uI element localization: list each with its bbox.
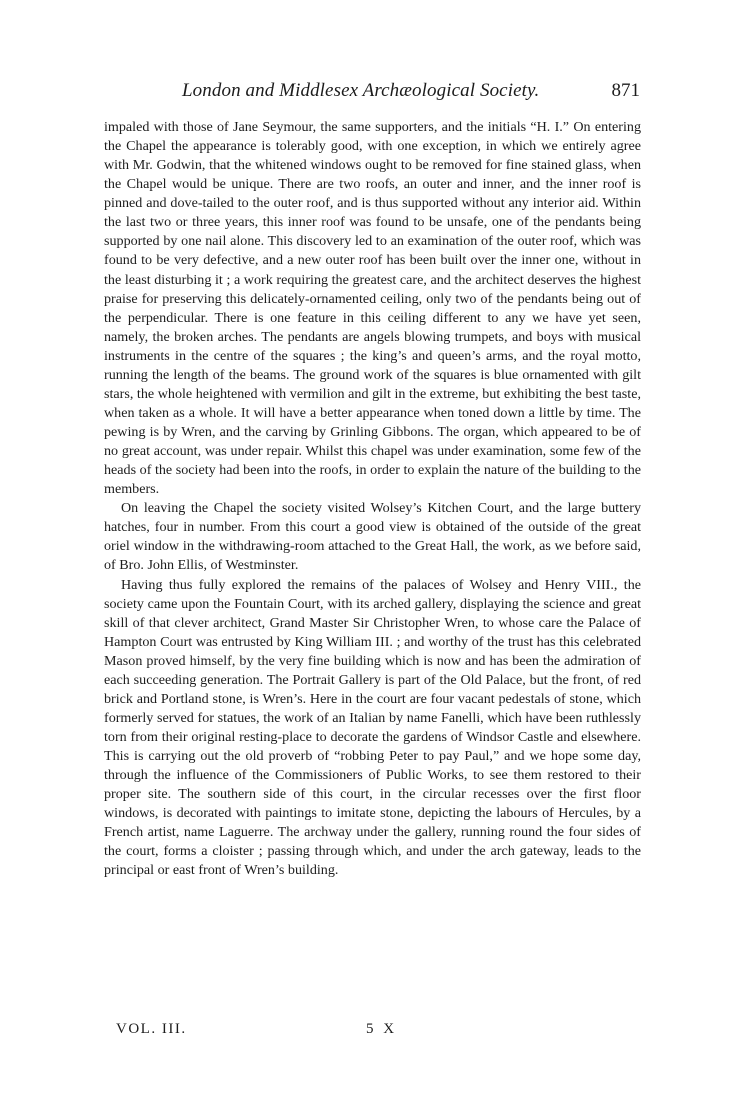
paragraph-kitchen-court: On leaving the Chapel the society visited Wolsey’s Kitchen Court, and the large buttery hatches, four in number. From this court a good view is obtained of the outside of the great oriel window in the withdrawing-room attached to the Great Hall, the work, as we before said, of Bro. John Ellis, of Westminster. [104,500,641,574]
signature-mark: 5 X [366,1021,398,1037]
volume-label: VOL. III. [116,1021,187,1037]
page-footer [104,1021,640,1043]
running-head [104,80,640,108]
article-body [104,118,641,881]
running-title: London and Middlesex Archæological Society. [182,80,540,101]
paragraph-chapel: impaled with those of Jane Seymour, the same supporters, and the initials “H. I.” On entering the Chapel the appearance is tolerably good, with one exception, in which we entirely agree with Mr. Godwin, that the whitened windows ought to be removed for fine stained glass, when the Chapel would be unique. There are two roofs, an outer and inner, and the inner roof is pinned and dove-tailed to the outer roof, and is thus supported without any interior aid. Within the last two or three years, this inner roof was found to be unsafe, one of the pendants being supported by one nail alone. This discovery led to an examination of the outer roof, which was found to be very defective, and a new outer roof has been built over the inner one, without in the least disturbing it ; a work requiring the greatest care, and the architect deserves the highest praise for preserving this delicately-ornamented ceiling, only two of the pendants being out of the perpendicular. There is one feature in this ceiling different to any we have yet seen, namely, the broken arches. The pendants are angels blowing trumpets, and boys with musical instruments in the centre of the squares ; the king’s and queen’s arms, and the royal motto, running the length of the beams. The ground work of the squares is blue ornamented with gilt stars, the whole heightened with vermilion and gilt in the extreme, but exhibiting the best taste, when taken as a whole. It will have a better appearance when toned down a little by time. The pewing is by Wren, and the carving by Grinling Gibbons. The organ, which appeared to be of no great account, was under repair. Whilst this chapel was under examination, some few of the heads of the society had been into the roofs, in order to explain the nature of the building to the members. [104,119,641,498]
paragraph-fountain-court: Having thus fully explored the remains of the palaces of Wolsey and Henry VIII., the society came upon the Fountain Court, with its arched gallery, displaying the science and great skill of that clever architect, Grand Master Sir Christopher Wren, to whose care the Palace of Hampton Court was entrusted by King William III. ; and worthy of the trust has this celebrated Mason proved himself, by the very fine building which is now and has been the admiration of each succeeding generation. The Portrait Gallery is part of the Old Palace, but the front, of red brick and Portland stone, is Wren’s. Here in the court are four vacant pedestals of stone, which formerly served for statues, the work of an Italian by name Fanelli, which have been ruthlessly torn from their original resting-place to decorate the gardens of Windsor Castle and elsewhere. This is carrying out the old proverb of “robbing Peter to pay Paul,” and we hope some day, through the influence of the Commissioners of Public Works, to see them restored to their proper site. The southern side of this court, in the circular recesses over the first floor windows, is decorated with paintings to imitate stone, depicting the labours of Hercules, by a French artist, name Laguerre. The archway under the gallery, running round the four sides of the court, forms a cloister ; passing through which, and under the arch gateway, leads to the principal or east front of Wren’s building. [104,576,641,879]
page-number: 871 [611,80,640,101]
